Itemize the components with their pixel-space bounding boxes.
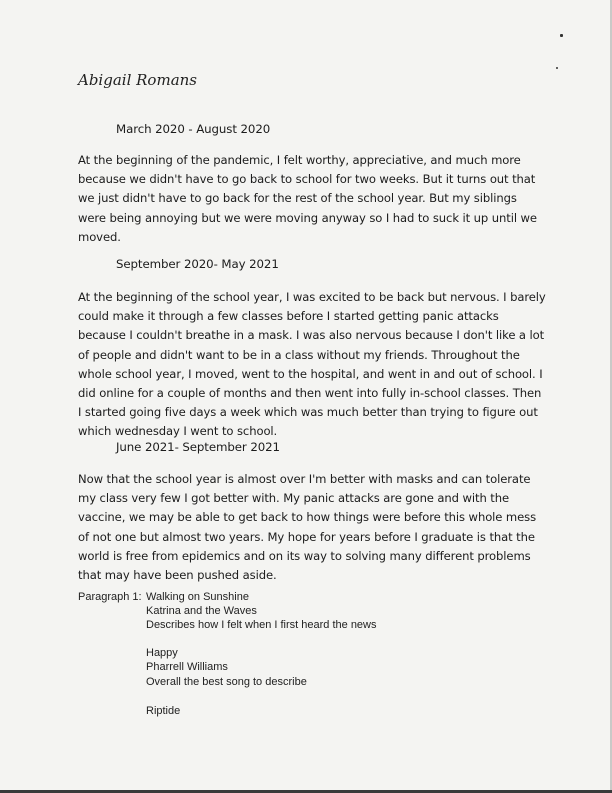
song-line: Riptide (146, 705, 181, 717)
scan-speck (560, 34, 563, 37)
song-line: Describes how I felt when I first heard the news (146, 619, 377, 631)
song-line: Overall the best song to describe (146, 676, 307, 688)
song-line: Pharrell Williams (146, 661, 228, 673)
scan-speck (556, 67, 558, 69)
section-body-3: Now that the school year is almost over I'm better with masks and can tolerate my class very few I got better with. My panic attacks are gone and with the vaccine, we may be able to get back to how things were before this whole mess of not one but almost two years. My hope for years before I graduate is that the world is free from epidemics and on its way to solving many different problems that may have been pushed aside. (78, 472, 537, 583)
author-name: Abigail Romans (78, 71, 197, 89)
song-line: Happy (146, 647, 178, 659)
songs-label: Paragraph 1: (78, 591, 142, 603)
section-body-2: At the beginning of the school year, I was excited to be back but nervous. I barely could make it through a few classes before I started getting panic attacks because I couldn't breathe in a mask. I was also nervous because I don't like a lot of people and didn't want to be in a class without my friends. Throughout the whole school year, I moved, went to the hospital, and went in and out of school. I did online for a couple of months and then went into fully in-school classes. Then I started going five days a week which was much better than trying to figure out which wednesday I went to school. (78, 290, 546, 439)
song-line: Katrina and the Waves (146, 605, 257, 617)
section-heading-2: September 2020- May 2021 (116, 257, 279, 271)
section-heading-1: March 2020 - August 2020 (116, 122, 271, 136)
section-body-1: At the beginning of the pandemic, I felt worthy, appreciative, and much more because we didn't have to go back to school for two weeks. But it turns out that we just didn't have to go back for the rest of the school year. But my siblings were being annoying but we were moving anyway so I had to suck it up until we moved. (78, 153, 537, 244)
section-heading-3: June 2021- September 2021 (116, 440, 280, 454)
song-line: Walking on Sunshine (146, 591, 249, 603)
